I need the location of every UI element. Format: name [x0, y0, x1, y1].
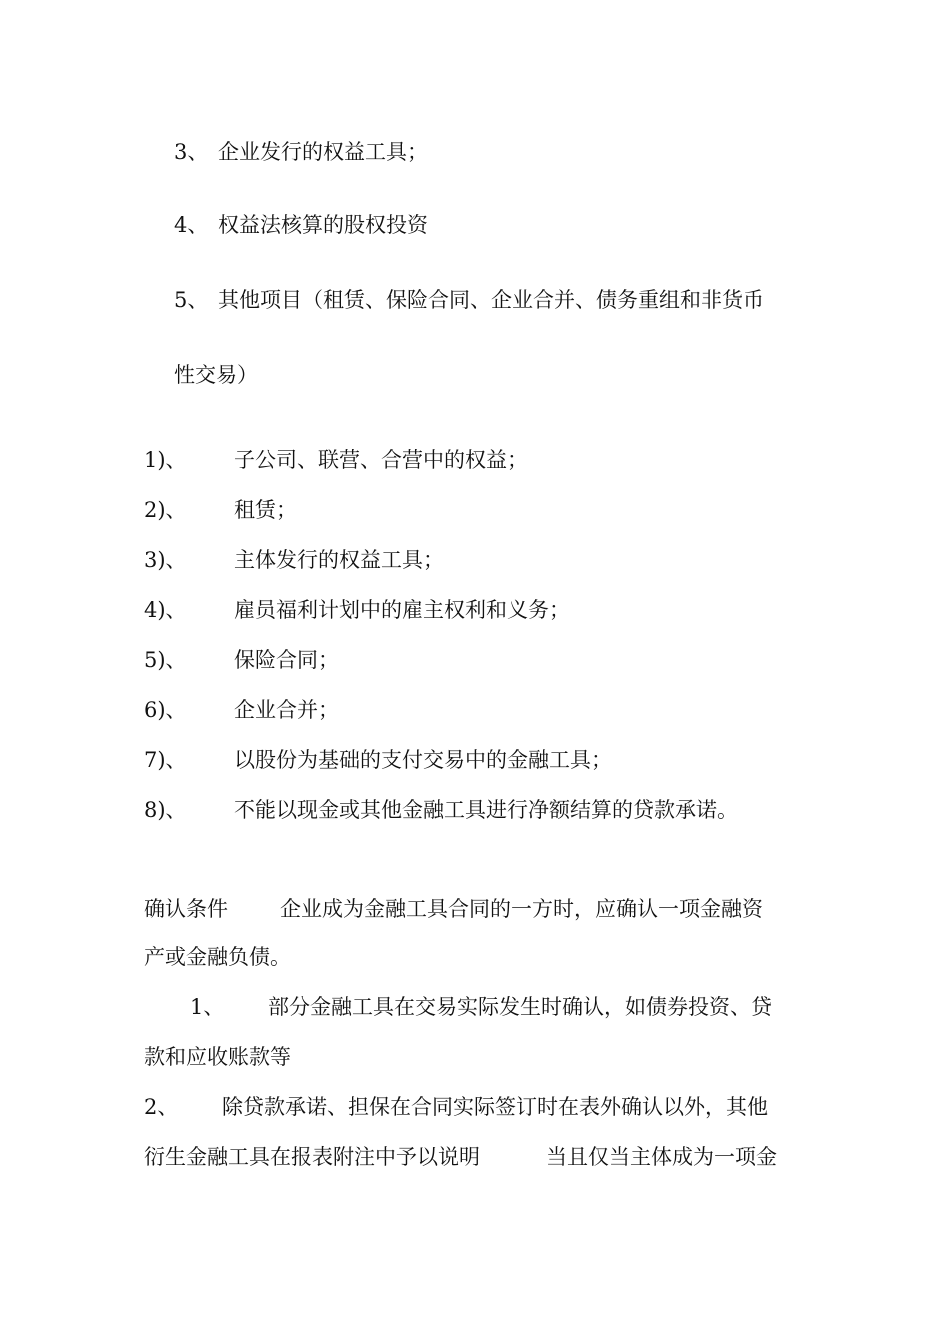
sub-item-number: 5)、 [144, 648, 187, 672]
list-number: 1、 [190, 995, 225, 1019]
paragraph-line: 除贷款承诺、担保在合同实际签订时在表外确认以外，其他 [222, 1095, 768, 1119]
sub-item-number: 1)、 [144, 448, 187, 472]
sub-item-text: 租赁； [234, 498, 297, 522]
sub-item-number: 8)、 [144, 798, 187, 822]
sub-item-text: 以股份为基础的支付交易中的金融工具； [234, 748, 612, 772]
paragraph-line: 部分金融工具在交易实际发生时确认，如债券投资、贷 [268, 995, 772, 1019]
sub-item-number: 7)、 [144, 748, 187, 772]
paragraph-line: 当且仅当主体成为一项金 [546, 1145, 777, 1169]
sub-item-number: 3)、 [144, 548, 187, 572]
sub-item-number: 4)、 [144, 598, 187, 622]
paragraph-line: 衍生金融工具在报表附注中予以说明 [144, 1145, 480, 1169]
sub-item-text: 企业合并； [234, 698, 339, 722]
list-number: 4、 [174, 213, 209, 237]
list-item-continuation: 性交易） [174, 363, 258, 387]
list-number: 5、 [174, 288, 209, 312]
sub-item-text: 主体发行的权益工具； [234, 548, 444, 572]
paragraph-line: 企业成为金融工具合同的一方时，应确认一项金融资 [280, 897, 763, 921]
sub-item-number: 2)、 [144, 498, 187, 522]
sub-item-text: 雇员福利计划中的雇主权利和义务； [234, 598, 570, 622]
sub-item-text: 保险合同； [234, 648, 339, 672]
list-item-text: 企业发行的权益工具； [218, 140, 428, 164]
section-heading: 确认条件 [144, 897, 228, 921]
sub-item-text: 子公司、联营、合营中的权益； [234, 448, 528, 472]
list-number: 3、 [174, 140, 209, 164]
sub-item-number: 6)、 [144, 698, 187, 722]
list-number: 2、 [144, 1095, 179, 1119]
paragraph-line: 产或金融负债。 [144, 945, 291, 969]
list-item-text: 权益法核算的股权投资 [218, 213, 428, 237]
list-item-text: 其他项目（租赁、保险合同、企业合并、债务重组和非货币 [218, 288, 764, 312]
paragraph-line: 款和应收账款等 [144, 1045, 291, 1069]
sub-item-text: 不能以现金或其他金融工具进行净额结算的贷款承诺。 [234, 798, 738, 822]
